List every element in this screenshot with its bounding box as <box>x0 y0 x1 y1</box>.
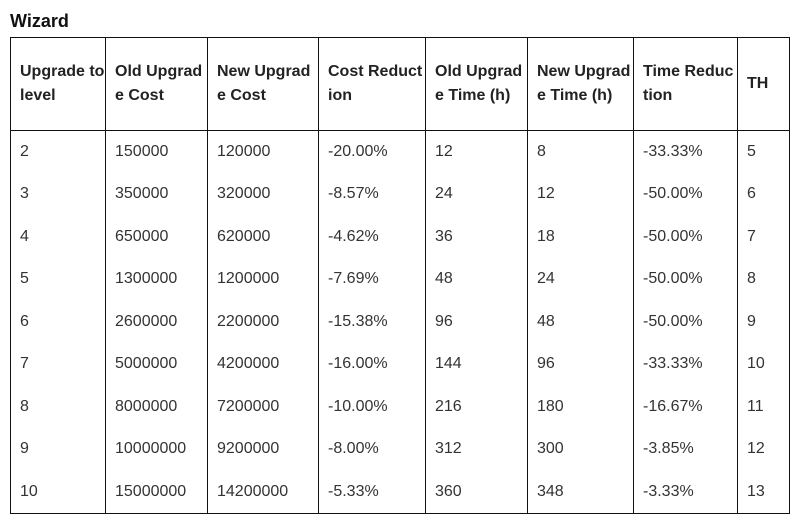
cell-new-time: 24 <box>528 258 634 301</box>
cell-th: 10 <box>738 343 790 386</box>
cell-time-reduction: -50.00% <box>634 173 738 216</box>
cell-old-time: 96 <box>426 301 528 344</box>
cell-cost-reduction: -7.69% <box>319 258 426 301</box>
cell-new-time: 348 <box>528 471 634 514</box>
cell-old-time: 24 <box>426 173 528 216</box>
table-row <box>11 258 790 301</box>
table-row <box>11 428 790 471</box>
cell-new-time: 8 <box>528 131 634 174</box>
table-row <box>11 216 790 259</box>
page-title: Wizard <box>10 11 69 31</box>
cell-th: 8 <box>738 258 790 301</box>
cell-new-cost: 1200000 <box>208 258 319 301</box>
cell-old-time: 312 <box>426 428 528 471</box>
cell-cost-reduction: -4.62% <box>319 216 426 259</box>
cell-new-time: 12 <box>528 173 634 216</box>
cell-old-cost: 350000 <box>106 173 208 216</box>
cell-old-time: 144 <box>426 343 528 386</box>
cell-old-cost: 650000 <box>106 216 208 259</box>
table-row <box>11 301 790 344</box>
cell-cost-reduction: -5.33% <box>319 471 426 514</box>
table-header-row <box>11 38 790 131</box>
cell-old-cost: 1300000 <box>106 258 208 301</box>
cell-new-cost: 320000 <box>208 173 319 216</box>
cell-time-reduction: -16.67% <box>634 386 738 429</box>
cell-new-time: 48 <box>528 301 634 344</box>
cell-upgrade-level: 3 <box>11 173 106 216</box>
cell-time-reduction: -33.33% <box>634 131 738 174</box>
cell-new-time: 180 <box>528 386 634 429</box>
cell-old-cost: 5000000 <box>106 343 208 386</box>
cell-th: 11 <box>738 386 790 429</box>
cell-cost-reduction: -10.00% <box>319 386 426 429</box>
cell-cost-reduction: -8.00% <box>319 428 426 471</box>
cell-cost-reduction: -8.57% <box>319 173 426 216</box>
cell-old-time: 48 <box>426 258 528 301</box>
header-upgrade-level: Upgrade to level <box>11 38 106 131</box>
upgrade-table <box>10 37 790 514</box>
cell-time-reduction: -50.00% <box>634 258 738 301</box>
cell-upgrade-level: 6 <box>11 301 106 344</box>
table-row <box>11 131 790 174</box>
header-new-cost: New Upgrade Cost <box>208 38 319 131</box>
cell-old-time: 12 <box>426 131 528 174</box>
table-row <box>11 386 790 429</box>
cell-upgrade-level: 9 <box>11 428 106 471</box>
cell-new-time: 300 <box>528 428 634 471</box>
cell-old-time: 216 <box>426 386 528 429</box>
cell-time-reduction: -3.85% <box>634 428 738 471</box>
header-cost-reduction: Cost Reduction <box>319 38 426 131</box>
cell-old-cost: 2600000 <box>106 301 208 344</box>
header-old-cost: Old Upgrade Cost <box>106 38 208 131</box>
cell-th: 5 <box>738 131 790 174</box>
cell-old-time: 36 <box>426 216 528 259</box>
cell-upgrade-level: 5 <box>11 258 106 301</box>
cell-new-cost: 9200000 <box>208 428 319 471</box>
cell-new-cost: 120000 <box>208 131 319 174</box>
cell-time-reduction: -50.00% <box>634 301 738 344</box>
table-body <box>11 131 790 514</box>
cell-new-cost: 620000 <box>208 216 319 259</box>
cell-th: 6 <box>738 173 790 216</box>
cell-th: 7 <box>738 216 790 259</box>
cell-upgrade-level: 2 <box>11 131 106 174</box>
cell-upgrade-level: 10 <box>11 471 106 514</box>
cell-cost-reduction: -16.00% <box>319 343 426 386</box>
cell-old-cost: 150000 <box>106 131 208 174</box>
cell-upgrade-level: 7 <box>11 343 106 386</box>
cell-new-cost: 14200000 <box>208 471 319 514</box>
cell-time-reduction: -33.33% <box>634 343 738 386</box>
cell-new-cost: 2200000 <box>208 301 319 344</box>
cell-th: 12 <box>738 428 790 471</box>
table-row <box>11 343 790 386</box>
cell-old-time: 360 <box>426 471 528 514</box>
cell-new-cost: 4200000 <box>208 343 319 386</box>
cell-th: 9 <box>738 301 790 344</box>
cell-th: 13 <box>738 471 790 514</box>
cell-cost-reduction: -15.38% <box>319 301 426 344</box>
cell-new-time: 96 <box>528 343 634 386</box>
cell-time-reduction: -3.33% <box>634 471 738 514</box>
cell-old-cost: 10000000 <box>106 428 208 471</box>
cell-old-cost: 15000000 <box>106 471 208 514</box>
cell-time-reduction: -50.00% <box>634 216 738 259</box>
header-time-reduction: Time Reduction <box>634 38 738 131</box>
header-new-time: New Upgrade Time (h) <box>528 38 634 131</box>
cell-upgrade-level: 8 <box>11 386 106 429</box>
cell-upgrade-level: 4 <box>11 216 106 259</box>
cell-cost-reduction: -20.00% <box>319 131 426 174</box>
cell-new-time: 18 <box>528 216 634 259</box>
table-row <box>11 173 790 216</box>
header-th: TH <box>738 38 790 131</box>
header-old-time: Old Upgrade Time (h) <box>426 38 528 131</box>
cell-old-cost: 8000000 <box>106 386 208 429</box>
cell-new-cost: 7200000 <box>208 386 319 429</box>
table-row <box>11 471 790 514</box>
